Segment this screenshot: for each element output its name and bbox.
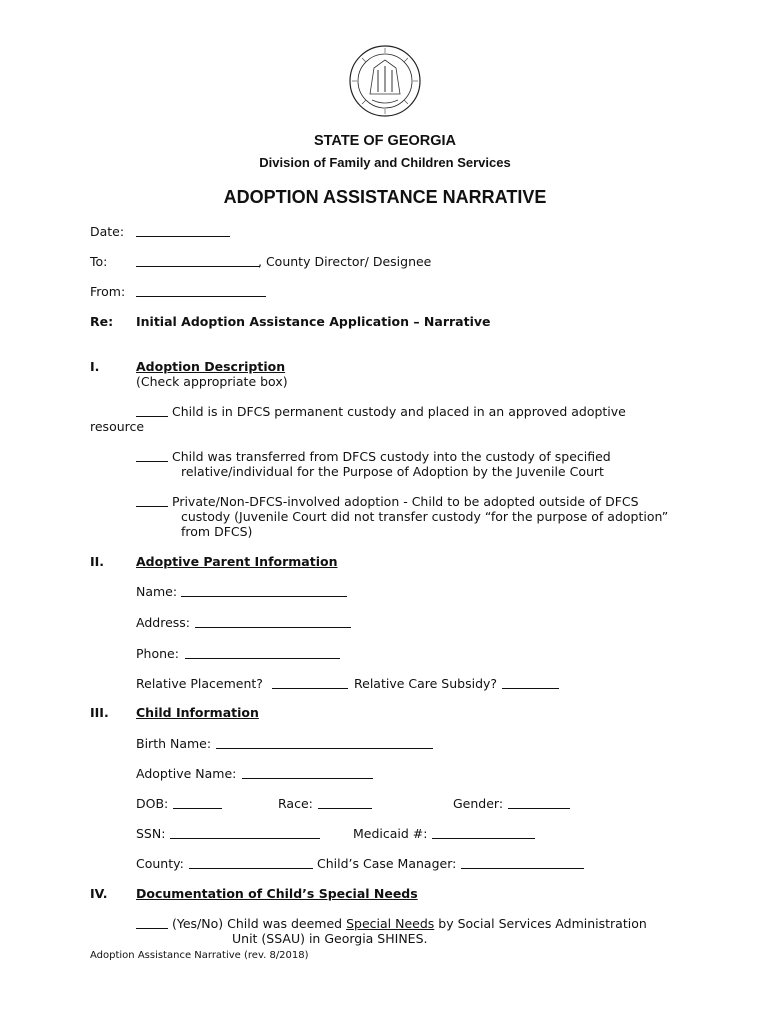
relative-subsidy-field[interactable] [502, 676, 559, 689]
option-1-text-cont: resource [90, 419, 145, 434]
parent-name-field[interactable] [181, 584, 347, 597]
option-3-text-cont: custody (Juvenile Court did not transfer custody “for the purpose of adoption” [181, 509, 669, 524]
option-2-text: Child was transferred from DFCS custody into the custody of specified [172, 449, 611, 464]
section-2-number: II. [90, 554, 105, 569]
birth-name-label: Birth Name: [136, 736, 212, 751]
adoptive-name-label: Adoptive Name: [136, 766, 237, 781]
relative-placement-label: Relative Placement? [136, 676, 263, 691]
from-label: From: [90, 284, 126, 299]
special-needs-field[interactable] [136, 916, 168, 929]
dob-field[interactable] [173, 796, 222, 809]
race-label: Race: [278, 796, 313, 811]
special-needs-link[interactable]: Special Needs [346, 916, 435, 931]
document-title: ADOPTION ASSISTANCE NARRATIVE [223, 187, 547, 207]
section-2-heading: Adoptive Parent Information [136, 554, 338, 569]
option-1-checkbox[interactable] [136, 404, 168, 417]
section-1-instructions: (Check appropriate box) [136, 374, 288, 389]
to-suffix: , County Director/ Designee [258, 254, 432, 269]
parent-phone-label: Phone: [136, 646, 179, 661]
county-field[interactable] [189, 856, 313, 869]
parent-address-label: Address: [136, 615, 190, 630]
re-label: Re: [90, 314, 114, 329]
date-label: Date: [90, 224, 125, 239]
division-heading: Division of Family and Children Services [259, 155, 511, 170]
footer-revision: Adoption Assistance Narrative (rev. 8/2018) [90, 950, 309, 961]
option-3-text-cont2: from DFCS) [181, 524, 253, 539]
county-label: County: [136, 856, 184, 871]
section-4-heading: Documentation of Child’s Special Needs [136, 886, 418, 901]
medicaid-field[interactable] [432, 826, 535, 839]
section-1-heading: Adoption Description [136, 359, 286, 374]
special-needs-text-cont: Unit (SSAU) in Georgia SHINES. [232, 931, 428, 946]
adoptive-name-field[interactable] [242, 766, 373, 779]
gender-label: Gender: [453, 796, 504, 811]
medicaid-label: Medicaid #: [353, 826, 428, 841]
parent-phone-field[interactable] [185, 646, 340, 659]
to-label: To: [90, 254, 108, 269]
special-needs-post: by Social Services Administration [438, 916, 647, 931]
parent-name-label: Name: [136, 584, 178, 599]
case-manager-field[interactable] [461, 856, 584, 869]
dob-label: DOB: [136, 796, 169, 811]
re-value: Initial Adoption Assistance Application – Narrative [136, 314, 491, 329]
section-3-number: III. [90, 705, 109, 720]
section-1-number: I. [90, 359, 100, 374]
case-manager-label: Child’s Case Manager: [317, 856, 457, 871]
gender-field[interactable] [508, 796, 570, 809]
to-field[interactable] [136, 254, 260, 267]
parent-address-field[interactable] [195, 615, 351, 628]
state-seal-image [348, 44, 422, 118]
ssn-field[interactable] [170, 826, 320, 839]
from-field[interactable] [136, 284, 266, 297]
option-2-checkbox[interactable] [136, 449, 168, 462]
section-3-heading: Child Information [136, 705, 259, 720]
option-3-text: Private/Non-DFCS-involved adoption - Child to be adopted outside of DFCS [172, 494, 639, 509]
option-1-text: Child is in DFCS permanent custody and placed in an approved adoptive [172, 404, 626, 419]
state-heading: STATE OF GEORGIA [313, 133, 457, 149]
relative-placement-field[interactable] [272, 676, 348, 689]
option-2-text-cont: relative/individual for the Purpose of Adoption by the Juvenile Court [181, 464, 604, 479]
date-field[interactable] [136, 224, 230, 237]
option-3-checkbox[interactable] [136, 494, 168, 507]
ssn-label: SSN: [136, 826, 166, 841]
section-4-number: IV. [90, 886, 108, 901]
birth-name-field[interactable] [216, 736, 433, 749]
special-needs-pre: (Yes/No) Child was deemed [172, 916, 343, 931]
race-field[interactable] [318, 796, 372, 809]
relative-subsidy-label: Relative Care Subsidy? [354, 676, 498, 691]
special-needs-text [172, 916, 647, 931]
